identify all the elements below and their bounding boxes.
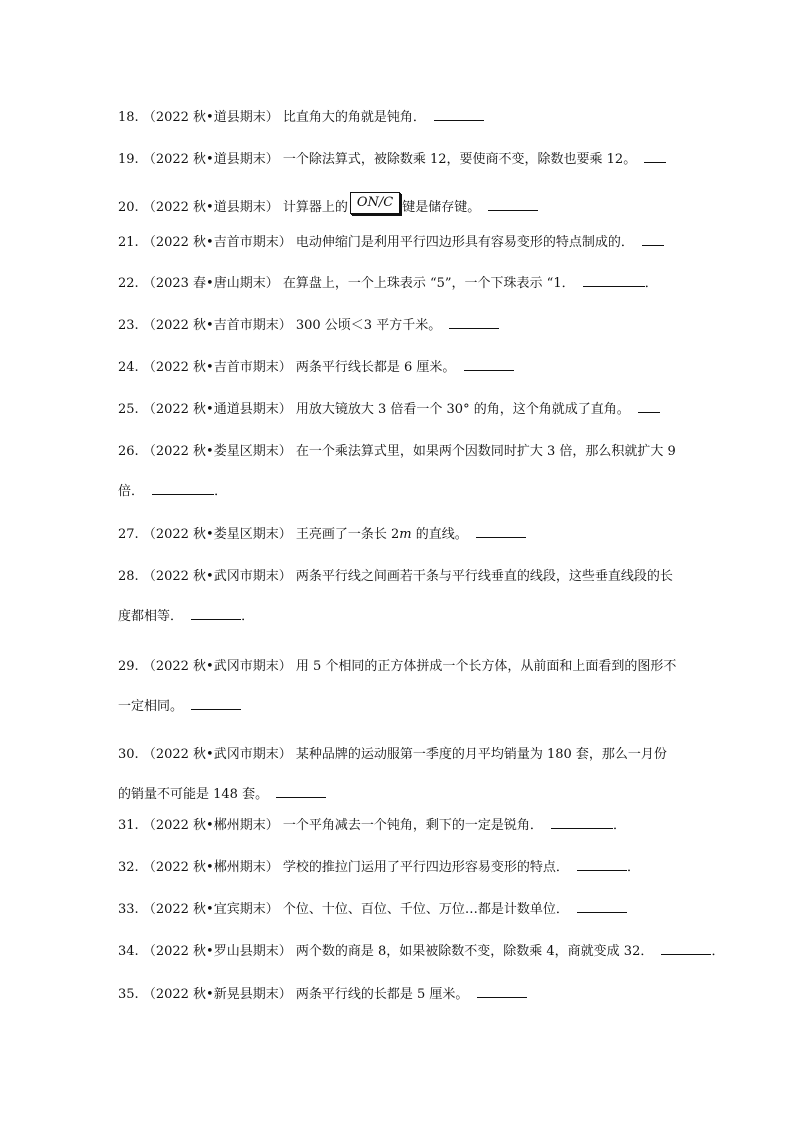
answer-blank[interactable] — [449, 316, 499, 329]
question-29 — [118, 647, 678, 727]
question-source: （2022 秋•罗山县期末） — [142, 944, 292, 959]
question-end: ． — [627, 860, 641, 875]
question-number: 21. — [118, 235, 139, 250]
question-source: （2022 秋•娄星区期末） — [142, 444, 292, 459]
question-27 — [118, 525, 678, 544]
question-text: 一个除法算式，被除数乘 12，要使商不变，除数也要乘 12。 — [282, 152, 637, 167]
question-text: 某种品牌的运动服第一季度的月平均销量为 180 套，那么一月份的销量不可能是 148 套。 — [118, 747, 667, 802]
question-end: ． — [644, 276, 658, 291]
question-source: （2022 秋•武冈市期末） — [142, 659, 292, 674]
question-26 — [118, 432, 678, 512]
question-source: （2022 秋•郴州期末） — [142, 860, 279, 875]
question-text: 电动伸缩门是利用平行四边形具有容易变形的特点制成的． — [295, 235, 634, 250]
answer-blank[interactable] — [551, 816, 613, 829]
answer-blank[interactable] — [434, 108, 484, 121]
question-text: 学校的推拉门运用了平行四边形容易变形的特点． — [282, 860, 569, 875]
question-source: （2022 秋•吉首市期末） — [142, 318, 292, 333]
question-text: 300 公顷＜3 平方千米。 — [295, 318, 442, 333]
question-19 — [118, 150, 678, 169]
question-number: 24. — [118, 360, 139, 375]
answer-blank[interactable] — [638, 400, 660, 413]
question-text-after: 的直线。 — [411, 527, 468, 542]
question-number: 18. — [118, 110, 139, 125]
question-end: ． — [214, 484, 228, 499]
question-text-after: 键是储存键。 — [402, 200, 481, 215]
question-number: 31. — [118, 818, 139, 833]
question-number: 29. — [118, 659, 139, 674]
answer-blank[interactable] — [477, 985, 527, 998]
question-number: 30. — [118, 747, 139, 762]
question-32 — [118, 858, 678, 877]
answer-blank[interactable] — [191, 697, 241, 710]
answer-blank[interactable] — [644, 150, 666, 163]
answer-blank[interactable] — [191, 607, 241, 620]
question-end: ． — [613, 818, 627, 833]
question-number: 33. — [118, 902, 139, 917]
question-22 — [118, 274, 678, 293]
question-number: 25. — [118, 402, 139, 417]
question-30 — [118, 735, 678, 815]
answer-blank[interactable] — [583, 274, 645, 287]
unit-meter: m — [399, 527, 412, 542]
question-31 — [118, 816, 678, 835]
question-number: 20. — [118, 200, 139, 215]
calculator-key-on-c: ON/C — [350, 192, 400, 214]
question-number: 28. — [118, 569, 139, 584]
question-24 — [118, 358, 678, 377]
question-source: （2022 秋•道县期末） — [142, 110, 279, 125]
question-end: ． — [241, 609, 255, 624]
question-number: 26. — [118, 444, 139, 459]
answer-blank[interactable] — [152, 482, 214, 495]
question-number: 34. — [118, 944, 139, 959]
question-34 — [118, 942, 725, 961]
question-23 — [118, 316, 678, 335]
answer-blank[interactable] — [577, 900, 627, 913]
question-source: （2022 秋•道县期末） — [142, 152, 279, 167]
answer-blank[interactable] — [276, 785, 326, 798]
question-source: （2022 秋•通道县期末） — [142, 402, 292, 417]
question-source: （2022 秋•武冈市期末） — [142, 747, 292, 762]
question-text: 在算盘上，一个上珠表示 “5”，一个下珠表示 “1． — [282, 276, 575, 291]
answer-blank[interactable] — [577, 858, 627, 871]
answer-blank[interactable] — [642, 233, 664, 246]
question-text: 一个平角减去一个钝角，剩下的一定是锐角． — [282, 818, 543, 833]
question-source: （2022 秋•武冈市期末） — [142, 569, 292, 584]
question-text: 在一个乘法算式里，如果两个因数同时扩大 3 倍，那么积就扩大 9 倍． — [118, 444, 676, 499]
answer-blank[interactable] — [661, 942, 711, 955]
question-text: 用 5 个相同的正方体拼成一个长方体，从前面和上面看到的图形不一定相同。 — [118, 659, 677, 714]
answer-blank[interactable] — [476, 525, 526, 538]
answer-blank[interactable] — [464, 358, 514, 371]
question-text-before: 王亮画了一条长 2 — [295, 527, 400, 542]
question-source: （2022 秋•娄星区期末） — [142, 527, 292, 542]
question-source: （2022 秋•郴州期末） — [142, 818, 279, 833]
question-text-before: 计算器上的 — [282, 200, 348, 215]
question-source: （2022 秋•道县期末） — [142, 200, 279, 215]
question-33 — [118, 900, 678, 919]
question-text: 用放大镜放大 3 倍看一个 30° 的角，这个角就成了直角。 — [295, 402, 630, 417]
question-number: 23. — [118, 318, 139, 333]
question-number: 22. — [118, 276, 139, 291]
question-35 — [118, 985, 678, 1004]
question-number: 35. — [118, 987, 139, 1002]
question-18 — [118, 108, 678, 127]
question-source: （2023 春•唐山期末） — [142, 276, 279, 291]
question-source: （2022 秋•宜宾期末） — [142, 902, 279, 917]
question-source: （2022 秋•吉首市期末） — [142, 235, 292, 250]
question-28 — [118, 557, 678, 637]
answer-blank[interactable] — [488, 198, 538, 211]
question-number: 27. — [118, 527, 139, 542]
question-number: 32. — [118, 860, 139, 875]
question-text: 两条平行线之间画若干条与平行线垂直的线段，这些垂直线段的长度都相等． — [118, 569, 673, 624]
question-25 — [118, 400, 678, 419]
question-source: （2022 秋•新晃县期末） — [142, 987, 292, 1002]
question-number: 19. — [118, 152, 139, 167]
question-text: 两条平行线长都是 6 厘米。 — [295, 360, 456, 375]
question-text: 两个数的商是 8，如果被除数不变，除数乘 4，商就变成 32． — [295, 944, 654, 959]
question-end: ． — [711, 944, 725, 959]
question-text: 个位、十位、百位、千位、万位…都是计数单位． — [282, 902, 569, 917]
question-source: （2022 秋•吉首市期末） — [142, 360, 292, 375]
question-21 — [118, 233, 678, 252]
question-text: 两条平行线的长都是 5 厘米。 — [295, 987, 469, 1002]
question-text: 比直角大的角就是钝角． — [282, 110, 426, 125]
question-20 — [118, 197, 678, 219]
